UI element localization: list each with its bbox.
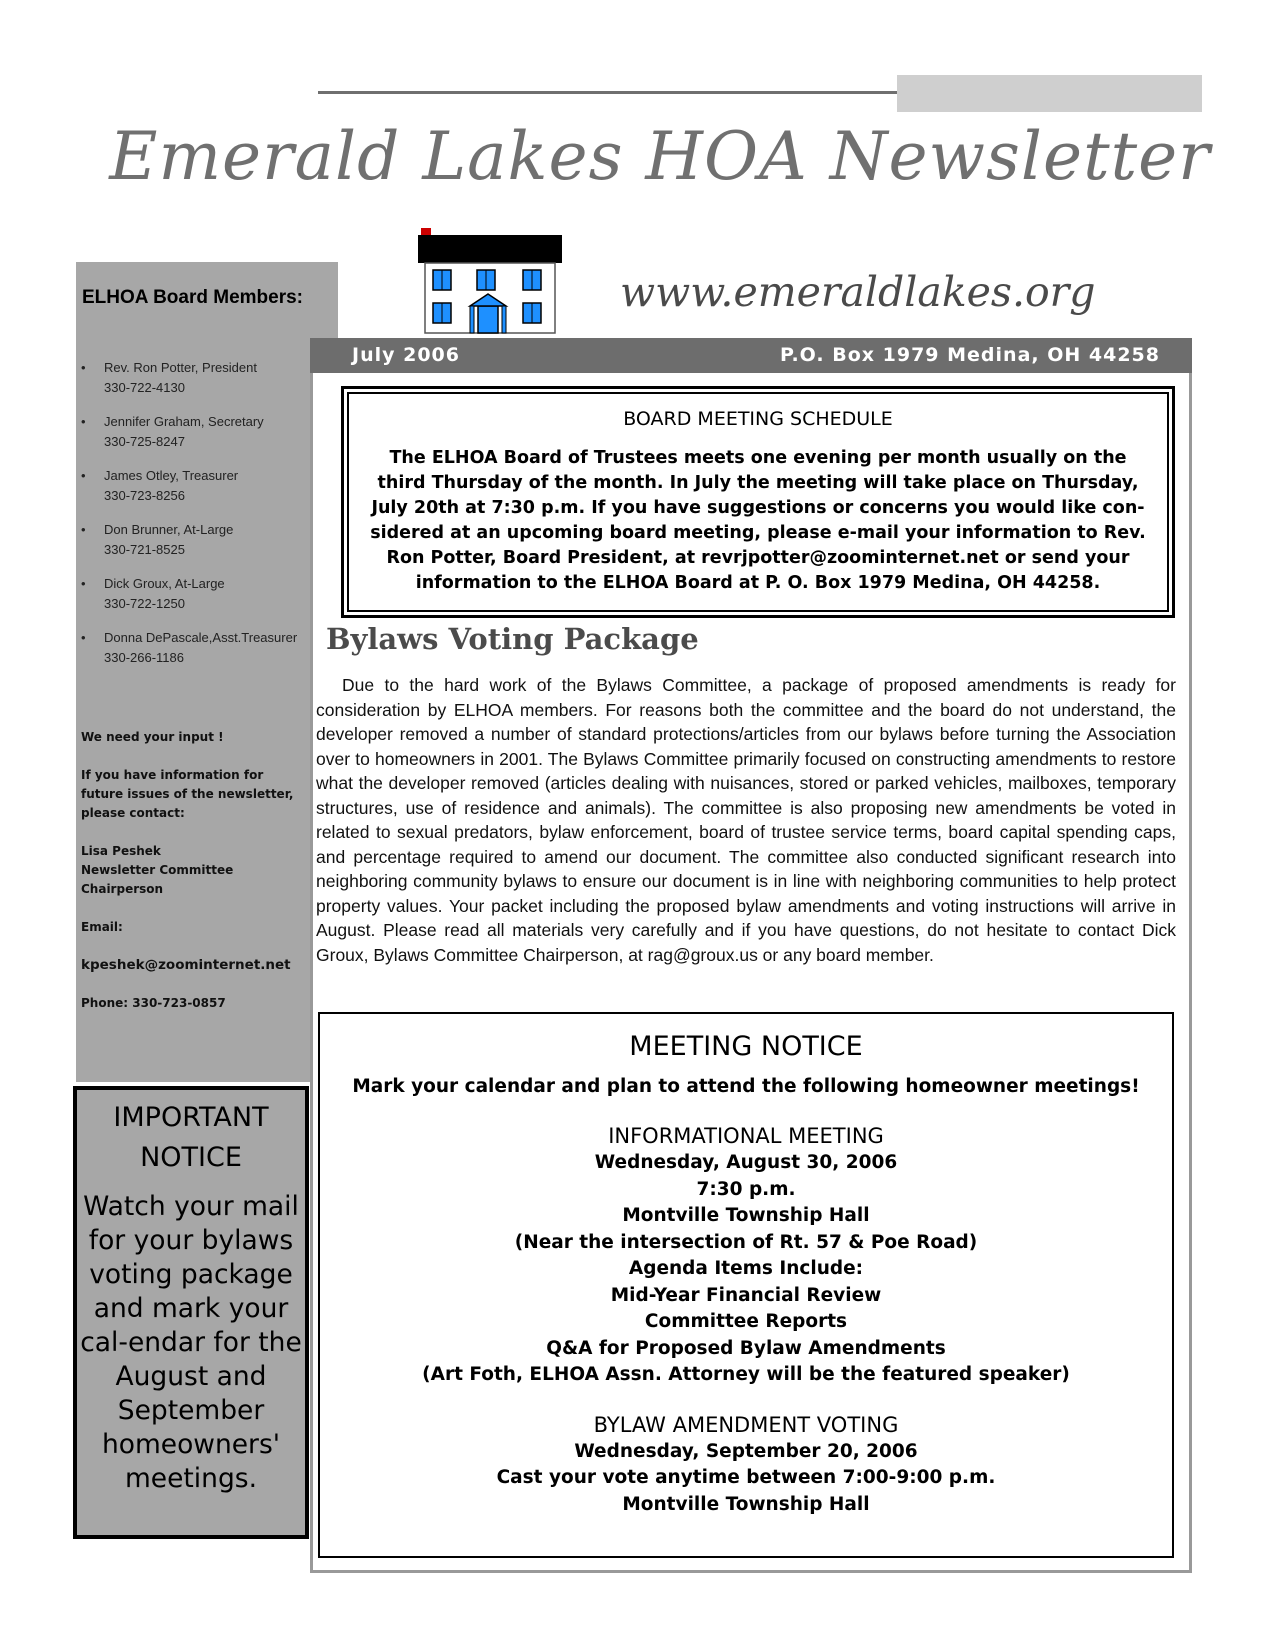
- newsletter-contact-block: [81, 728, 303, 1032]
- board-members-heading: ELHOA Board Members:: [82, 287, 303, 308]
- bullet-icon: •: [81, 414, 86, 429]
- newsletter-masthead: Emerald Lakes HOA Newsletter: [109, 118, 1211, 195]
- input-text: If you have information for future issues of the newsletter, please contact:: [81, 768, 294, 820]
- board-member: [80, 412, 340, 466]
- bullet-icon: •: [81, 630, 86, 645]
- issue-date: July 2006: [352, 344, 460, 366]
- bullet-icon: •: [81, 576, 86, 591]
- contact-phone: Phone: 330-723-0857: [81, 996, 226, 1010]
- meeting-notice-box: [318, 1012, 1174, 1558]
- contact-person: [81, 842, 303, 899]
- board-members-list: [80, 358, 340, 682]
- member-name: Donna DePascale,Asst.Treasurer: [104, 630, 298, 645]
- meeting-notice-subtitle: Mark your calendar and plan to attend the following homeowner meetings!: [352, 1076, 1140, 1097]
- agenda-item: Mid-Year Financial Review: [610, 1284, 882, 1306]
- input-heading: We need your input !: [81, 730, 224, 744]
- member-phone: 330-725-8247: [104, 434, 185, 449]
- voting-time: Cast your vote anytime between 7:00-9:00 p.m.: [496, 1467, 996, 1488]
- board-schedule-body: The ELHOA Board of Trustees meets one evening per month usually on the third Thursday of the month. In July the meeting will take place on Thursday, July 20th at 7:30 p.m. If you have suggestions or concerns you would like con-sidered at an upcoming board meeting, please e-mail your information to Rev. Ron Potter, Board President, at revrjpotter@zoominternet.net or send your information to the ELHOA Board at P. O. Box 1979 Medina, OH 44258.: [370, 448, 1146, 593]
- member-phone: 330-722-4130: [104, 380, 185, 395]
- member-name: James Otley, Treasurer: [104, 468, 239, 483]
- board-member: [80, 628, 340, 682]
- important-notice-title: IMPORTANT NOTICE: [113, 1102, 269, 1173]
- website-url: www.emeraldlakes.org: [620, 268, 1096, 316]
- board-schedule-title: BOARD MEETING SCHEDULE: [623, 408, 893, 430]
- informational-meeting-heading: INFORMATIONAL MEETING: [608, 1124, 884, 1148]
- voting-location: Montville Township Hall: [622, 1493, 870, 1515]
- informational-time: 7:30 p.m.: [696, 1178, 796, 1200]
- member-phone: 330-266-1186: [104, 650, 184, 665]
- email-label: Email:: [81, 920, 123, 934]
- featured-speaker: (Art Foth, ELHOA Assn. Attorney will be the featured speaker): [422, 1364, 1070, 1385]
- board-member: [80, 466, 340, 520]
- bullet-icon: •: [81, 360, 86, 375]
- voting-heading: BYLAW AMENDMENT VOTING: [593, 1412, 899, 1437]
- board-schedule-inner: [347, 392, 1169, 612]
- member-name: Dick Groux, At-Large: [104, 576, 225, 591]
- contact-name: Lisa Peshek: [81, 844, 161, 858]
- board-schedule-box: [341, 386, 1175, 618]
- mailing-address: P.O. Box 1979 Medina, OH 44258: [780, 344, 1160, 366]
- informational-location: Montville Township Hall: [622, 1205, 870, 1226]
- contact-role: Newsletter Committee Chairperson: [81, 863, 234, 896]
- board-member: [80, 358, 340, 412]
- important-notice-body: Watch your mail for your bylaws voting package and mark your cal-endar for the August and September homeowners' meetings.: [80, 1191, 302, 1494]
- board-member: [80, 574, 340, 628]
- header-tab-shade: [897, 75, 1202, 112]
- informational-directions: (Near the intersection of Rt. 57 & Poe Road): [514, 1231, 978, 1253]
- bullet-icon: •: [81, 522, 86, 537]
- house-icon: [415, 228, 565, 334]
- member-phone: 330-722-1250: [104, 596, 185, 611]
- member-name: Jennifer Graham, Secretary: [104, 414, 264, 429]
- voting-date: Wednesday, September 20, 2006: [574, 1440, 918, 1462]
- contact-email-link[interactable]: kpeshek@zoominternet.net: [81, 957, 291, 973]
- informational-date: Wednesday, August 30, 2006: [594, 1152, 898, 1173]
- bullet-icon: •: [81, 468, 86, 483]
- meeting-notice-title: MEETING NOTICE: [629, 1031, 863, 1062]
- member-phone: 330-723-8256: [104, 488, 185, 503]
- agenda-heading: Agenda Items Include:: [628, 1258, 864, 1279]
- agenda-item: Committee Reports: [644, 1311, 848, 1332]
- bylaws-heading: Bylaws Voting Package: [326, 622, 699, 656]
- member-phone: 330-721-8525: [104, 542, 185, 557]
- important-notice-box: [73, 1086, 309, 1539]
- agenda-item: Q&A for Proposed Bylaw Amendments: [546, 1337, 946, 1359]
- bylaws-body: Due to the hard work of the Bylaws Committee, a package of proposed amendments is ready for consideration by ELHOA members. For reasons both the committee and the board do not understand, the developer removed a number of standard protections/articles from our bylaws before turning the Association over to homeowners in 2001. The Bylaws Committee primarily focused on constructing amendments to restore what the developer removed (articles dealing with nuisances, stored or parked vehicles, mailboxes, temporary structures, use of residence and animals). The committee is also proposing new amendments be voted in related to sexual predators, bylaw enforcement, board of trustee service terms, board capital spending caps, and percentage required to amend our document. The committee also conducted significant research into neighboring community bylaws to ensure our document is in line with neighboring communities to help protect property values. Your packet including the proposed bylaw amendments and voting instructions will arrive in August. Please read all materials very carefully and if you have questions, do not hesitate to contact Dick Groux, Bylaws Committee Chairperson, at rag@groux.us or any board member.: [316, 675, 1176, 965]
- member-name: Don Brunner, At-Large: [104, 522, 234, 537]
- board-member: [80, 520, 340, 574]
- member-name: Rev. Ron Potter, President: [104, 360, 257, 375]
